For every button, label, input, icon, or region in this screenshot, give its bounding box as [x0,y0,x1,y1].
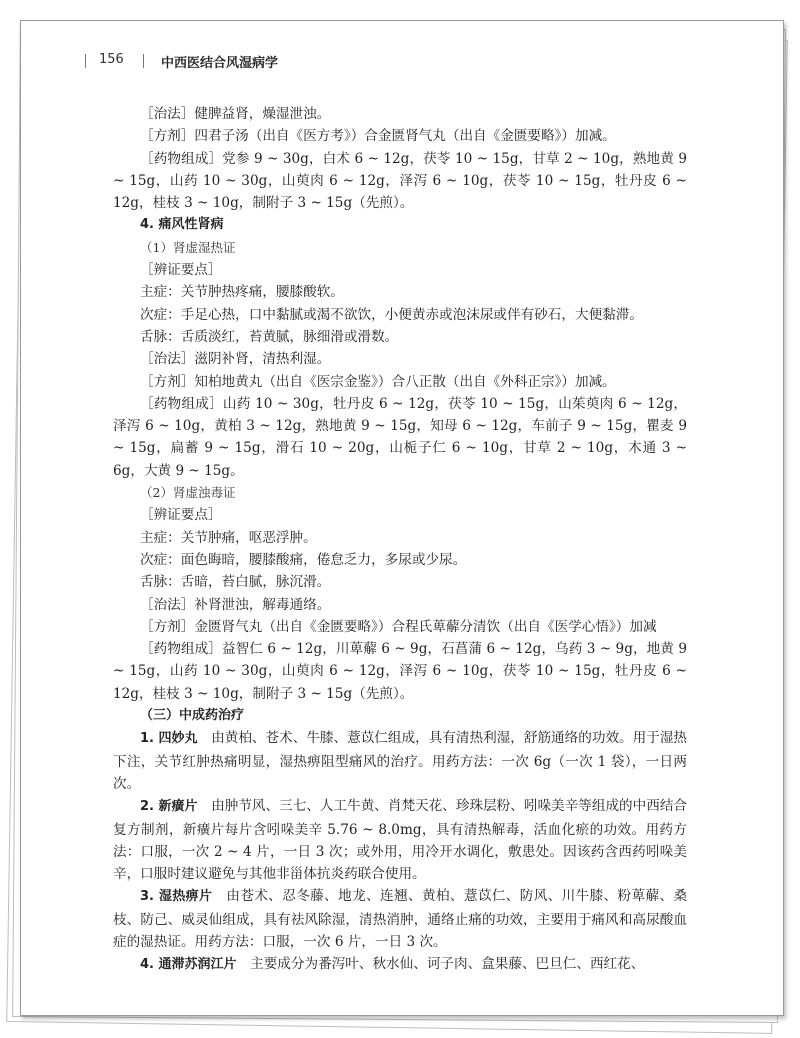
book-title: 中西医结合风湿病学 [161,56,279,71]
tongue-pulse: 舌脉：舌暗，苔白腻，脉沉滑。 [140,574,331,591]
prescription: ［方剂］知柏地黄丸（出自《医宗金鉴》）合八正散（出自《外科正宗》）加减。 [140,373,616,390]
page-body [113,103,687,977]
diagnosis-points-label: ［辨证要点］ [140,262,222,279]
diagnosis-points-label: ［辨证要点］ [140,507,222,524]
drug-composition: ［药物组成］益智仁 6 ~ 12g，川萆薢 6 ~ 9g，石菖蒲 6 ~ 12g，乌药 3 ~ 9g，地黄 9 ~ 15g，山药 10 ~ 30g，山萸肉 6 ~ 12g，泽泻 6 ~ 10g，茯苓 10 ~ 15g，牡丹皮 6 ~ 12g，桂枝 3 ~ 10g，制附子 3 ~ 15g（先煎）。 [113,641,687,702]
treatment-principle: ［治法］滋阴补肾，清热利湿。 [140,351,331,368]
medicine-entry [113,795,687,885]
medicine-name: 1. 四妙丸 [140,731,198,747]
drug-composition: ［药物组成］山药 10 ~ 30g，牡丹皮 6 ~ 12g，茯苓 10 ~ 15g，山茱萸肉 6 ~ 12g，泽泻 6 ~ 10g，黄柏 3 ~ 12g，熟地黄 9 ~ 15g，知母 6 ~ 12g，车前子 9 ~ 15g，瞿麦 9 ~ 15g，扁蓄 9 ~ 15g，滑石 10 ~ 20g，山栀子仁 6 ~ 10g，甘草 2 ~ 10g，木通 3 ~ 6g，大黄 9 ~ 15g。 [113,395,687,479]
medicine-description: 由黄柏、苍术、牛膝、薏苡仁组成，具有清热利湿，舒筋通络的功效。用于湿热下注，关节红肿热痛明显，湿热痹阻型痛风的治疗。用药方法：一次 6g（一次 1 袋），一日两次。 [113,730,688,792]
medicine-entry [113,953,687,976]
medicine-entry [113,727,687,795]
drug-composition: ［药物组成］党参 9 ~ 30g，白术 6 ~ 12g，茯苓 10 ~ 15g，甘草 2 ~ 10g，熟地黄 9 ~ 15g，山药 10 ~ 30g，山萸肉 6 ~ 12g，泽泻 6 ~ 10g，茯苓 10 ~ 15g，牡丹皮 6 ~ 12g，桂枝 3 ~ 10g，制附子 3 ~ 15g（先煎）。 [113,150,687,212]
header-divider [85,54,86,68]
section-heading: 4. 痛风性肾病 [140,217,224,233]
syndrome-heading: （2）肾虚浊毒证 [140,485,236,501]
prescription: ［方剂］金匮肾气丸（出自《金匮要略》）合程氏萆薢分清饮（出自《医学心悟》）加减 [140,618,657,635]
medicine-entry [113,885,687,953]
medicine-name: 2. 新癀片 [140,799,198,815]
header-divider [143,54,144,68]
medicine-description: 由肿节风、三七、人工牛黄、肖梵天花、珍珠层粉、吲哚美辛等组成的中西结合复方制剂，新癀片每片含吲哚美辛 5.76 ~ 8.0mg，具有清热解毒，活血化瘀的功效。用药方法：口服，一次 2 ~ 4 片，一日 3 次；或外用，用冷开水调化，敷患处。因该药含西药吲哚美辛，口服时建议避免与其他非甾体抗炎药联合使用。 [113,798,688,883]
main-symptom: 主症：关节肿痛，呕恶浮肿。 [140,529,317,546]
medicine-name: 3. 湿热痹片 [140,889,213,905]
medicine-description: 由苍术、忍冬藤、地龙、连翘、黄柏、薏苡仁、防风、川牛膝、粉萆薢、桑枝、防己、威灵仙组成，具有祛风除湿，清热消肿，通络止痛的功效，主要用于痛风和高尿酸血症的湿热证。用药方法：口服，一次 6 片，一日 3 次。 [113,888,688,950]
treatment-principle: ［治法］健脾益肾，燥湿泄浊。 [140,106,331,122]
syndrome-heading: （1）肾虚湿热证 [140,239,236,255]
prescription: ［方剂］四君子汤（出自《医方考》）合金匮肾气丸（出自《金匮要略》）加减。 [140,128,616,145]
medicine-name: 4. 通滞苏润江片 [140,957,237,973]
book-page [20,20,784,1016]
running-header [21,51,783,73]
medicine-description: 主要成分为番泻叶、秋水仙、诃子肉、盒果藤、巴旦仁、西红花、 [250,956,645,973]
secondary-symptom: 次症：面色晦暗，腰膝酸痛，倦怠乏力，多尿或少尿。 [140,551,467,568]
tongue-pulse: 舌脉：舌质淡红，苔黄腻，脉细滑或滑数。 [140,328,399,345]
section-heading: （三）中成药治疗 [140,708,245,724]
main-symptom: 主症：关节肿热疼痛，腰膝酸软。 [140,284,344,301]
treatment-principle: ［治法］补肾泄浊，解毒通络。 [140,596,331,613]
page-number: 156 [99,52,124,67]
secondary-symptom: 次症：手足心热，口中黏腻或渴不欲饮，小便黄赤或泡沫尿或伴有砂石，大便黏滞。 [140,306,643,323]
